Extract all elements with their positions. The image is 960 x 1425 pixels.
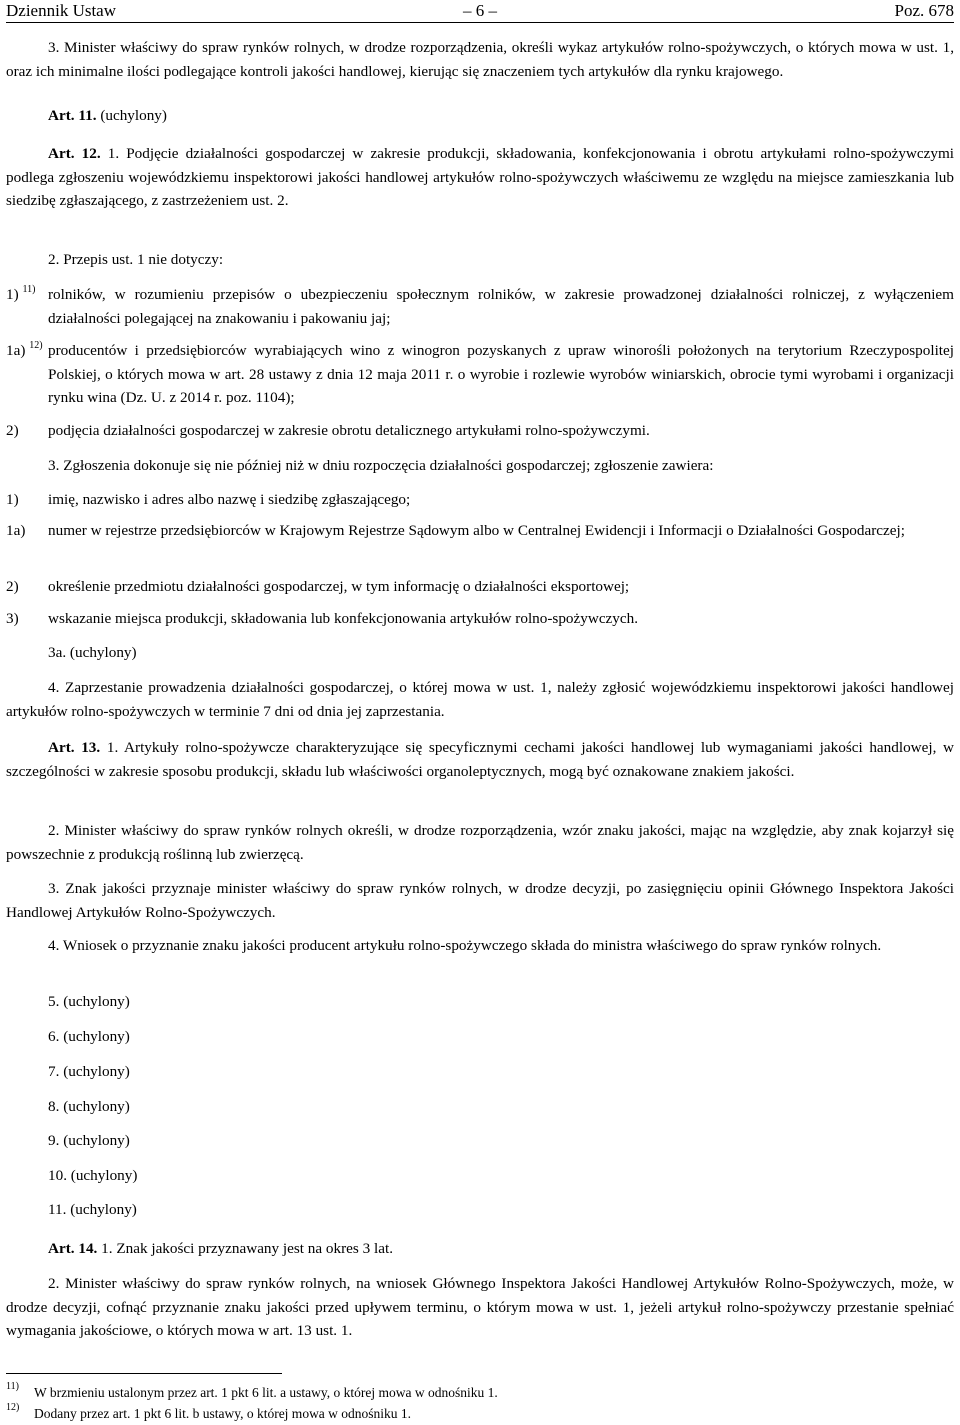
item-text: numer w rejestrze przedsiębiorców w Krajowym Rejestrze Sądowym albo w Centralnej Ewidencji i Informacji o Działalności Gospodarczej; bbox=[48, 522, 905, 539]
item-number: 1a) bbox=[6, 342, 26, 359]
item-number: 2) bbox=[6, 578, 19, 595]
item-text: rolników, w rozumieniu przepisów o ubezpieczeniu społecznym rolników, w zakresie prowadzonej działalności rolniczej, z wyłączeniem działalności polegającej na znakowaniu i pakowaniu jaj; bbox=[48, 286, 954, 327]
art13-paragraph-10: 10. (uchylony) bbox=[48, 1167, 138, 1184]
footnote-mark: 11) bbox=[6, 1381, 19, 1392]
art14-p1-text: 1. Znak jakości przyznawany jest na okres 3 lat. bbox=[101, 1240, 393, 1257]
item-number: 2) bbox=[6, 422, 19, 439]
art14-paragraph-2: 2. Minister właściwy do spraw rynków rolnych, na wniosek Głównego Inspektora Jakości Handlowej Artykułów Rolno-Spożywczych, może, w drodze decyzji, cofnąć przyznanie znaku jakości przed upływem terminu, o którym mowa w ust. 1, jeżeli artykuł rolno-spożywczy przestanie spełniać wymagania jakościowe, o których mowa w art. 13 ust. 1. bbox=[6, 1275, 954, 1339]
art13-paragraph-1 bbox=[6, 736, 954, 783]
art10-paragraph-3: 3. Minister właściwy do spraw rynków rolnych, w drodze rozporządzenia, określi wykaz artykułów rolno-spożywczych, o których mowa w ust. 1, oraz ich minimalne ilości podlegające kontroli jakości handlowej, kierując się znaczeniem tych artykułów dla rynku krajowego. bbox=[6, 39, 954, 80]
item-number: 1) bbox=[6, 491, 19, 508]
footnote-text: Dodany przez art. 1 pkt 6 lit. b ustawy, o której mowa w odnośniku 1. bbox=[34, 1406, 412, 1421]
item-number: 1) bbox=[6, 286, 19, 303]
item-text: wskazanie miejsca produkcji, składowania lub konfekcjonowania artykułów rolno-spożywczych. bbox=[48, 610, 639, 627]
footnote-separator bbox=[6, 1373, 282, 1374]
art13-paragraph-3: 3. Znak jakości przyznaje minister właściwy do spraw rynków rolnych, w drodze decyzji, po zasięgnięciu opinii Głównego Inspektora Jakości Handlowej Artykułów Rolno-Spożywczych. bbox=[6, 880, 954, 921]
footnote-mark: 12) bbox=[6, 1402, 20, 1413]
art11-text: (uchylony) bbox=[100, 107, 167, 124]
art13-paragraph-6: 6. (uchylony) bbox=[48, 1028, 130, 1045]
footnote-text: W brzmieniu ustalonym przez art. 1 pkt 6 lit. a ustawy, o której mowa w odnośniku 1. bbox=[34, 1385, 498, 1400]
art13-paragraph-4: 4. Wniosek o przyznanie znaku jakości producent artykułu rolno-spożywczego składa do ministra właściwego do spraw rynków rolnych. bbox=[48, 937, 882, 954]
art12-paragraph-3a: 3a. (uchylony) bbox=[48, 644, 137, 661]
art12-paragraph-1 bbox=[6, 142, 954, 213]
art12-paragraph-3: 3. Zgłoszenia dokonuje się nie później niż w dniu rozpoczęcia działalności gospodarczej; zgłoszenie zawiera: bbox=[48, 457, 714, 474]
art13-paragraph-8: 8. (uchylony) bbox=[48, 1098, 130, 1115]
art12-paragraph-2: 2. Przepis ust. 1 nie dotyczy: bbox=[48, 251, 224, 268]
item-number: 1a) bbox=[6, 522, 26, 539]
art13-paragraph-5: 5. (uchylony) bbox=[48, 993, 130, 1010]
item-text: określenie przedmiotu działalności gospodarczej, w tym informację o działalności eksportowej; bbox=[48, 578, 630, 595]
item-number: 3) bbox=[6, 610, 19, 627]
art13-p1-text: 1. Artykuły rolno-spożywcze charakteryzujące się specyficznymi cechami jakości handlowej lub wymaganiami jakości handlowej, w szczególności w zakresie sposobu produkcji, składu lub właściwości organoleptycznych, mogą być oznakowane znakiem jakości. bbox=[6, 739, 954, 780]
art14-paragraph-1 bbox=[6, 1237, 960, 1261]
footnote-ref: 12) bbox=[29, 340, 43, 351]
art13-paragraph-11: 11. (uchylony) bbox=[48, 1201, 137, 1218]
item-text: producentów i przedsiębiorców wyrabiających wino z winogron pozyskanych z upraw winorośli położonych na terytorium Rzeczypospolitej Polskiej, o których mowa w art. 28 ustawy z dnia 12 maja 2011 r. o wyrobie i rozlewie wyrobów winiarskich, obrocie tymi wyrobami i organizacji rynku wina (Dz. U. z 2014 r. poz. 1104); bbox=[48, 342, 954, 406]
art13-paragraph-9: 9. (uchylony) bbox=[48, 1132, 130, 1149]
art12-paragraph-4: 4. Zaprzestanie prowadzenia działalności gospodarczej, o której mowa w ust. 1, należy zgłosić wojewódzkiemu inspektorowi jakości handlowej artykułów rolno-spożywczych w terminie 7 dni od dnia jej zaprzestania. bbox=[6, 679, 954, 720]
art14-heading: Art. 14. bbox=[48, 1240, 98, 1257]
position-number: Poz. 678 bbox=[894, 1, 954, 20]
art13-paragraph-2: 2. Minister właściwy do spraw rynków rolnych określi, w drodze rozporządzenia, wzór znaku jakości, mając na względzie, aby znak kojarzył się powszechnie z produkcją roślinną lub zwierzęcą. bbox=[6, 822, 954, 863]
page-header bbox=[6, 0, 954, 23]
art11-heading: Art. 11. bbox=[48, 107, 97, 124]
item-text: imię, nazwisko i adres albo nazwę i siedzibę zgłaszającego; bbox=[48, 491, 411, 508]
art13-heading: Art. 13. bbox=[48, 739, 101, 756]
art12-heading: Art. 12. bbox=[48, 145, 101, 162]
footnote-ref: 11) bbox=[22, 284, 36, 295]
item-text: podjęcia działalności gospodarczej w zakresie obrotu detalicznego artykułami rolno-spożywczymi. bbox=[48, 422, 650, 439]
art11 bbox=[6, 104, 960, 128]
art12-p1-text: 1. Podjęcie działalności gospodarczej w zakresie produkcji, składowania, konfekcjonowania i obrotu artykułami rolno-spożywczymi podlega zgłoszeniu wojewódzkiemu inspektorowi jakości handlowej artykułów rolno-spożywczych właściwemu ze względu na miejsce zamieszkania lub siedzibę zgłaszającego, z zastrzeżeniem ust. 2. bbox=[6, 145, 954, 209]
journal-title: Dziennik Ustaw bbox=[6, 1, 117, 20]
page-number: – 6 – bbox=[463, 1, 497, 20]
art13-paragraph-7: 7. (uchylony) bbox=[48, 1063, 130, 1080]
